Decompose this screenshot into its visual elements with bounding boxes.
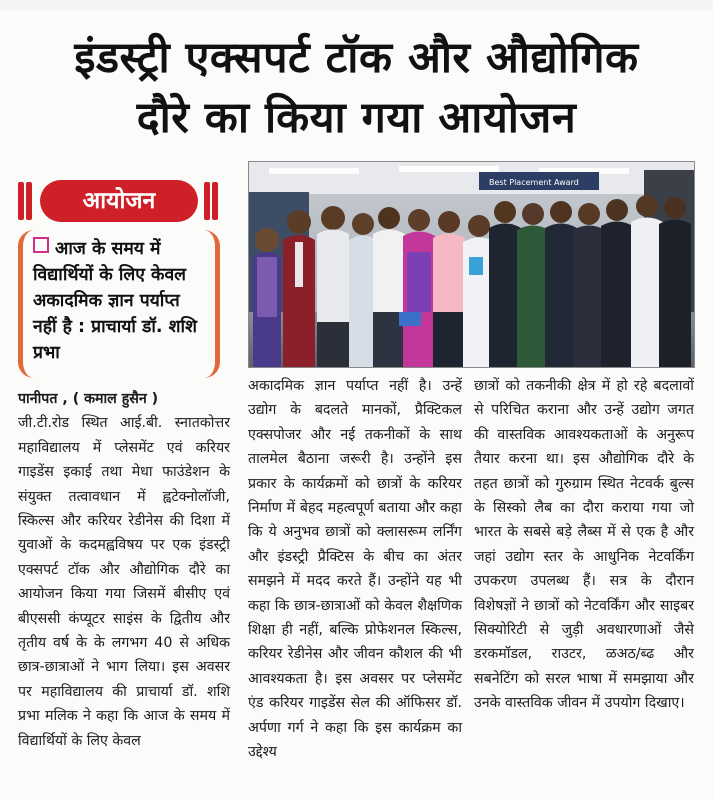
headline-line-1: इंडस्ट्री एक्सपर्ट टॉक और औद्योगिक — [74, 33, 639, 83]
article-column-2-text: अकादमिक ज्ञान पर्याप्त नहीं है। उन्हें उद्योग के बदलते मानकों, प्रैक्टिकल एक्सपोजर और नई तकनीकों के साथ तालमेल बैठाना जरूरी है। उन्होंने इस प्रकार के कार्यक्रमों को छात्रों के करियर निर्माण में बेहद महत्वपूर्ण बताया और कहा कि ये अनुभव छात्रों को क्लासरूम लर्निंग और इंडस्ट्री प्रैक्टिस के बीच का अंतर समझने में मदद करते हैं। उन्होंने यह भी कहा कि छात्र-छात्राओं को केवल शैक्षणिक शिक्षा ही नहीं, बल्कि प्रोफेशनल स्किल्स, करियर रेडीनेस और जीवन कौशल की भी आवश्यकता है। इस अवसर पर प्लेसमेंट एंड करियर गाइडेंस सेल की ऑफिसर डॉ. अर्पणा गर्ग ने कहा कि इस कार्यक्रम का उद्देश्य — [248, 378, 462, 761]
article-column-3-text: छात्रों को तकनीकी क्षेत्र में हो रहे बदलावों से परिचित कराना और उन्हें उद्योग जगत की वास्तविक आवश्यकताओं के अनुरूप तैयार करना था। इस औद्योगिक दौरे के तहत छात्रों को गुरुग्राम स्थित नेटवर्क बुल्स के सिस्को लैब का दौरा कराया गया जो भारत के सबसे बड़े लैब्स में से एक है और जहां उद्योग स्तर के आधुनिक नेटवर्किंग उपकरण उपलब्ध हैं। सत्र के दौरान विशेषज्ञों ने छात्रों को नेटवर्किंग और साइबर सिक्योरिटी से जुड़ी अवधारणाओं जैसे डरकमॉडल, राउटर, ळअठ/ब्ढ और सबनेटिंग को सरल भाषा में समझाया और उनके वास्तविक जीवन में उपयोग दिखाए। — [474, 378, 694, 712]
headline-line-2: दौरे का किया गया आयोजन — [136, 93, 577, 143]
section-tag — [18, 180, 223, 222]
tag-label: आयोजन — [40, 180, 198, 222]
square-bullet-icon — [33, 237, 49, 253]
tag-right-bar-2 — [212, 182, 218, 220]
group-photo-illustration — [249, 162, 694, 367]
pull-quote-text: आज के समय में विद्यार्थियों के लिए केवल अकादमिक ज्ञान पर्याप्त नहीं है : प्राचार्या डॉ. शशि प्रभा — [33, 239, 197, 363]
group-photo — [248, 161, 695, 368]
tag-right-bar — [204, 182, 210, 220]
photo-banner-text: Best Placement Award — [489, 178, 579, 187]
article-column-1 — [18, 387, 230, 753]
top-strip — [0, 0, 713, 10]
headline — [0, 28, 713, 148]
article-column-3 — [474, 374, 694, 716]
pull-quote — [18, 230, 220, 378]
tag-left-bar-2 — [26, 182, 32, 220]
tag-left-bar — [18, 182, 24, 220]
article-column-2 — [248, 374, 462, 765]
article-column-1-text: जी.टी.रोड स्थित आई.बी. स्नातकोत्तर महाविद्यालय में प्लेसमेंट एवं करियर गाइडेंस इकाई तथा मेधा फाउंडेशन के संयुक्त तत्वावधान में ह्वटेक्नोलॉजी, स्किल्स और करियर रेडीनेस की दिशा में युवाओं के कदमह्वविषय पर एक इंडस्ट्री एक्सपर्ट टॉक और औद्योगिक दौरे का आयोजन किया गया जिसमें बीसीए एवं बीएससी कंप्यूटर साइंस के द्वितीय और तृतीय वर्ष के के लगभग 40 से अधिक छात्र-छात्राओं ने भाग लिया। इस अवसर पर महाविद्यालय की प्राचार्या डॉ. शशि प्रभा मलिक ने कहा कि आज के समय में विद्यार्थियों के लिए केवल — [18, 415, 230, 749]
article-dateline: पानीपत , ( कमाल हुसैन ) — [18, 391, 159, 407]
